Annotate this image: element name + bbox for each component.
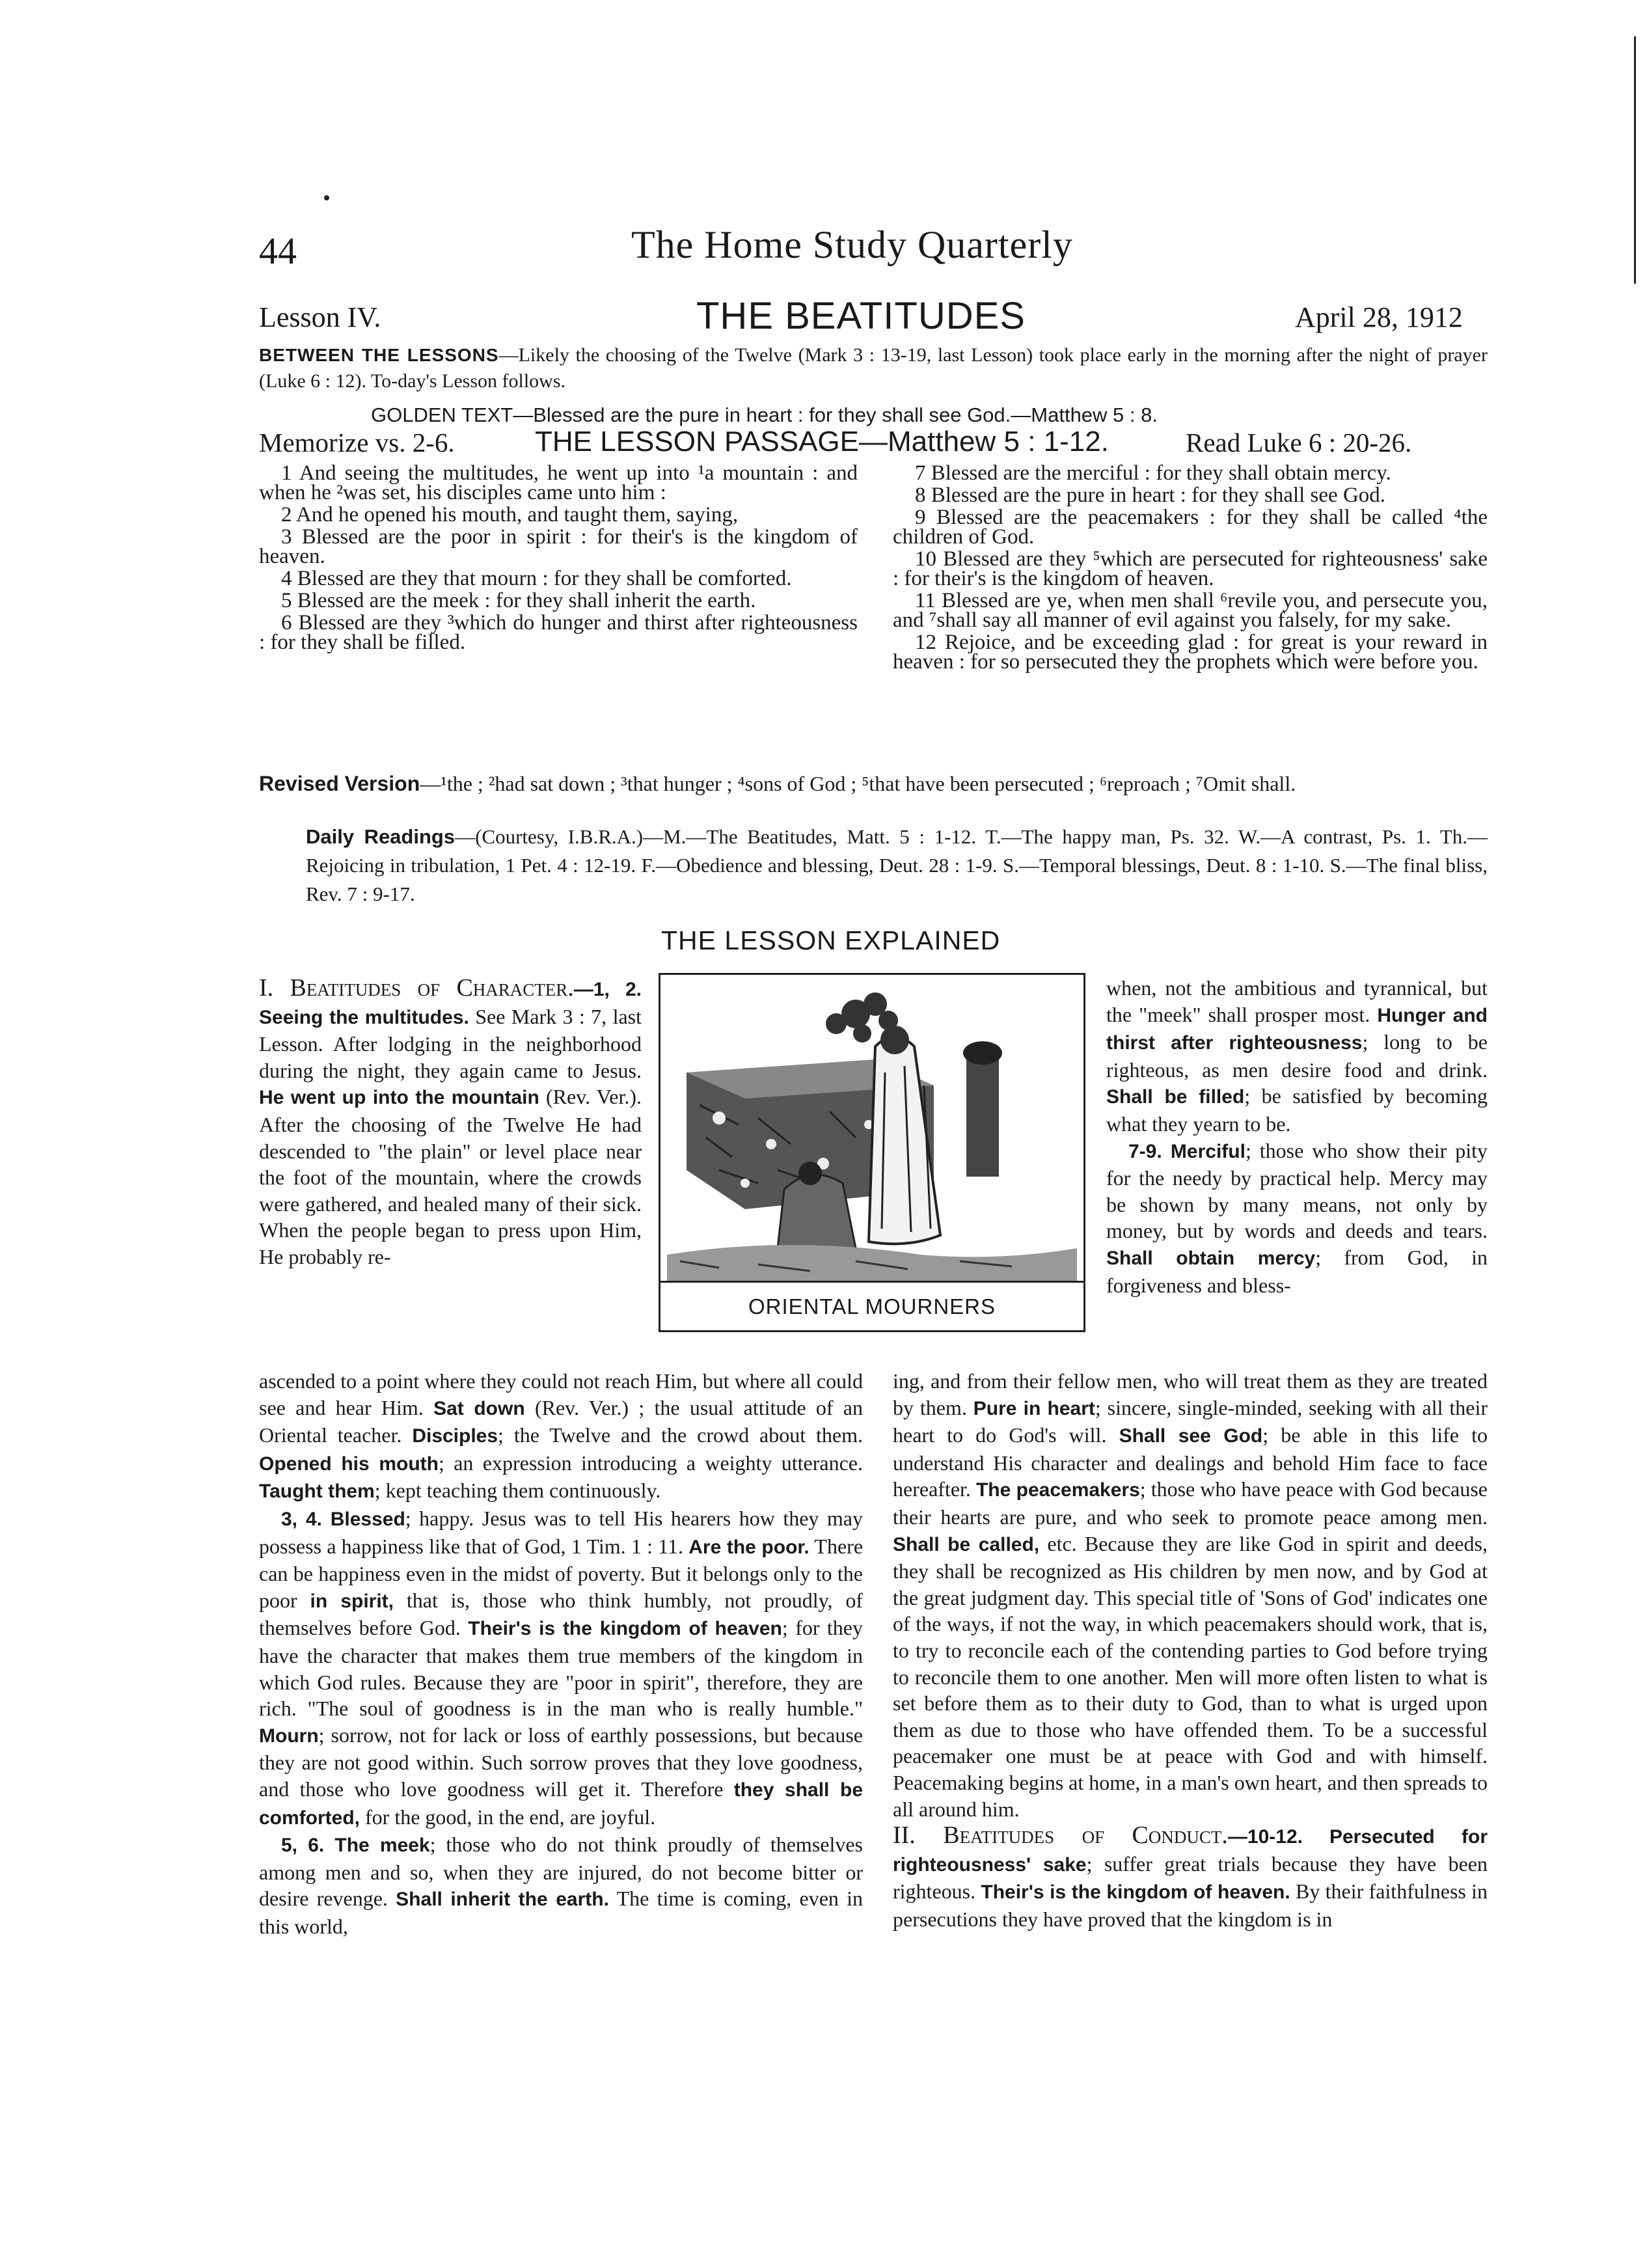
gloss: (Rev. Ver.) ; the usual attitude of an Oriental teacher. (259, 1395, 863, 1447)
gloss: There can be happiness even in the midst of poverty. But it belongs only to the poor (259, 1534, 864, 1612)
term: Sat down (433, 1397, 525, 1419)
term: Persecuted for righteousness' sake (893, 1826, 1488, 1876)
gloss: By their faithfulness in persecutions they have proved that the kingdom is in (893, 1879, 1488, 1931)
term: The peacemakers (975, 1479, 1140, 1501)
gloss: ; those who show their pity for the needy by practical help. Mercy may be shown by many means, not only by money, but by words and deeds and tears. (1106, 1138, 1488, 1243)
section-heading: II. Beatitudes of Conduct. (893, 1822, 1228, 1850)
term: in spirit, (310, 1590, 394, 1612)
verse: 4 Blessed are they that mourn : for they shall be comforted. (281, 567, 792, 590)
term: Shall obtain mercy (1106, 1247, 1316, 1269)
daily-label: Daily Readings (306, 825, 456, 848)
lesson-passage-title: THE LESSON PASSAGE—Matthew 5 : 1-12. (535, 426, 1109, 458)
term: Shall be filled (1106, 1086, 1245, 1108)
lesson-explained-title: THE LESSON EXPLAINED (661, 925, 1001, 955)
gloss: for the good, in the end, are joyful. (365, 1805, 656, 1829)
verse: 10 Blessed are they ⁵which are persecuted for righteousness' sake : for their's is the kingdom of heaven. (893, 547, 1488, 590)
term: Pure in heart (973, 1397, 1095, 1419)
verse: 12 Rejoice, and be exceeding glad : for great is your reward in heaven : for so persecuted they the prophets which were before you. (893, 631, 1488, 674)
golden-text: GOLDEN TEXT—Blessed are the pure in heart : for they shall see God.—Matthew 5 : 8. (371, 403, 1158, 426)
term: they shall be comforted, (259, 1779, 864, 1829)
term: Mourn (259, 1725, 319, 1747)
gloss: ; suffer great trials because they have been righteous. (893, 1851, 1488, 1904)
gloss: ascended to a point where they could not reach Him, but where all could see and hear Him. (259, 1369, 863, 1419)
gloss: when, not the ambitious and tyrannical, but the "meek" shall prosper most. (1106, 976, 1488, 1026)
verse: 3 Blessed are the poor in spirit : for their's is the kingdom of heaven. (259, 525, 858, 568)
read-reference: Read Luke 6 : 20-26. (1186, 428, 1412, 458)
mourners-engraving (660, 975, 1083, 1281)
explanation-right (893, 1368, 1488, 1932)
gloss: ; for they have the character that makes them true members of the kingdom in which God rules. Because they are "poor in spirit", therefore, they are rich. "The soul of goodness is in the man who is really humble." (259, 1616, 864, 1721)
gloss: ; from God, in forgiveness and bless- (1106, 1245, 1488, 1297)
gloss: ; an expression introducing a weighty utterance. (439, 1451, 863, 1475)
between-label: BETWEEN THE LESSONS (259, 345, 499, 365)
term: Disciples (412, 1425, 498, 1447)
verse: 2 And he opened his mouth, and taught them, saying, (281, 503, 739, 526)
lesson-number: Lesson IV. (259, 301, 381, 333)
section-heading: I. Beatitudes of Character. (259, 974, 574, 1002)
ink-dot (324, 195, 329, 200)
verse-ref: —10-12. (1227, 1826, 1303, 1848)
explanation-left (259, 1368, 863, 1939)
term: Shall be called, (893, 1533, 1040, 1555)
verse-ref: —1, 2. (573, 979, 642, 1000)
term: Shall inherit the earth. (396, 1889, 609, 1911)
verse: 5 Blessed are the meek : for they shall inherit the earth. (281, 589, 756, 612)
gloss: ; long to be righteous, as men desire food and drink. (1106, 1030, 1488, 1082)
verses-right-column (893, 463, 1488, 674)
gloss: ; the Twelve and the crowd about them. (498, 1423, 864, 1447)
gloss: ; those who do not think proudly of themselves among men and so, when they are injured, do not become bitter or desire revenge. (259, 1833, 863, 1911)
daily-readings (306, 823, 1488, 909)
term: Hunger and thirst after righteousness (1106, 1004, 1488, 1054)
gloss: ; those who have peace with God because their hearts are pure, and who seek to promote peace among men. (893, 1477, 1488, 1529)
term: Seeing the multitudes. (259, 1006, 469, 1028)
running-title: The Home Study Quarterly (631, 223, 1073, 266)
term: Shall see God (1119, 1425, 1263, 1447)
revised-version-notes (259, 773, 1488, 795)
daily-text: —(Courtesy, I.B.R.A.)—M.—The Beatitudes, Matt. 5 : 1-12. T.—The happy man, Ps. 32. W.—A contrast, Ps. 1. Th.—Rejoicing in tribulation, 1 Pet. 4 : 12-19. F.—Obedience and blessing, Deut. 28 : 1-9. S.—Temporal blessings, Deut. 8 : 1-10. S.—The final bliss, Rev. 7 : 9-17. (306, 825, 1488, 905)
page-number: 44 (259, 230, 297, 272)
figure-caption: ORIENTAL MOURNERS (660, 1281, 1083, 1319)
explanation-right-top (1106, 975, 1488, 1298)
gloss: ; sincere, single-minded, seeking with all their heart to do God's will. (893, 1395, 1488, 1447)
illustration-oriental-mourners (659, 973, 1085, 1332)
term: Opened his mouth (259, 1453, 439, 1475)
gloss: See Mark 3 : 7, last Lesson. After lodging in the neighborhood during the night, they again came to Jesus. (259, 1004, 642, 1082)
revised-text: —¹the ; ²had sat down ; ³that hunger ; ⁴sons of God ; ⁵that have been persecuted ; ⁶reproach ; ⁷Omit shall. (420, 772, 1296, 795)
lesson-date: April 28, 1912 (1295, 301, 1463, 333)
gloss: ing, and from their fellow men, who will treat them as they are treated by them. (893, 1369, 1488, 1419)
gloss: (Rev. Ver.). After the choosing of the Twelve He had descended to "the plain" or level place near the foot of the mountain, where the crowds were gathered, and healed many of their sick. When the people began to press upon Him, He probably re- (259, 1085, 642, 1268)
between-text: —Likely the choosing of the Twelve (Mark 3 : 13-19, last Lesson) took place early in the morning after the night of prayer (Luke 6 : 12). To-day's Lesson follows. (259, 344, 1488, 392)
term: Are the poor. (688, 1536, 810, 1558)
verse: 6 Blessed are they ³which do hunger and thirst after righteousness : for they shall be filled. (259, 611, 858, 654)
gloss: The time is coming, even in this world, (259, 1887, 864, 1938)
verse: 11 Blessed are ye, when men shall ⁶revile you, and persecute you, and ⁷shall say all manner of evil against you falsely, for my sake. (893, 589, 1488, 632)
verse: 8 Blessed are the pure in heart : for they shall see God. (915, 484, 1386, 507)
gloss: ; kept teaching them continuously. (374, 1479, 661, 1503)
gloss: ; be able in this life to understand His character and dealings and behold Him face to face hereafter. (893, 1423, 1488, 1501)
memorize-verses: Memorize vs. 2-6. (259, 428, 455, 458)
gloss: that is, those who think humbly, not proudly, of themselves before God. (259, 1588, 864, 1640)
gloss: ; sorrow, not for lack or loss of earthly possessions, but because they are not good within. Such sorrow proves that they love goodness, and those who love goodness will get it. Therefore (259, 1723, 863, 1801)
term: He went up into the mountain (259, 1087, 539, 1109)
term: 3, 4. Blessed (281, 1508, 405, 1530)
term: 7-9. Merciful (1128, 1140, 1245, 1162)
term: Their's is the kingdom of heaven. (981, 1881, 1290, 1904)
verse: 7 Blessed are the merciful : for they shall obtain mercy. (915, 461, 1391, 485)
verses-left-column (259, 463, 858, 655)
lesson-title: THE BEATITUDES (696, 295, 1026, 337)
verse: 9 Blessed are the peacemakers : for they shall be called ⁴the children of God. (893, 506, 1488, 549)
explanation-left-top (259, 975, 642, 1270)
term: Taught them (259, 1481, 375, 1503)
gloss: ; happy. Jesus was to tell His hearers how they may possess a happiness like that of God, 1 Tim. 1 : 11. (259, 1506, 864, 1558)
gloss: etc. Because they are like God in spirit and deeds, they shall be recognized as His children by men now, and by God at the great judgment day. This special title of 'Sons of God' indicates one of the ways, if not the way, in which peacemakers should work, that is, to try to reconcile each of the contending parties to God before trying to reconcile them to one another. Men will more often listen to what is set before them as to their duty to God, than to what is urged upon them as due to those who have offended them. To be a successful peacemaker one must be at peace with God and with himself. Peacemaking begins at home, in a man's own heart, and then spreads to all around him. (893, 1531, 1488, 1821)
verse: 1 And seeing the multitudes, he went up into ¹a mountain : and when he ²was set, his disciples came unto him : (259, 461, 858, 504)
margin-rule (1634, 36, 1636, 284)
term: 5, 6. The meek (281, 1835, 430, 1857)
gloss: ; be satisfied by becoming what they yearn to be. (1106, 1084, 1488, 1136)
between-the-lessons (259, 342, 1488, 394)
term: Their's is the kingdom of heaven (468, 1618, 782, 1640)
revised-label: Revised Version (259, 772, 420, 795)
